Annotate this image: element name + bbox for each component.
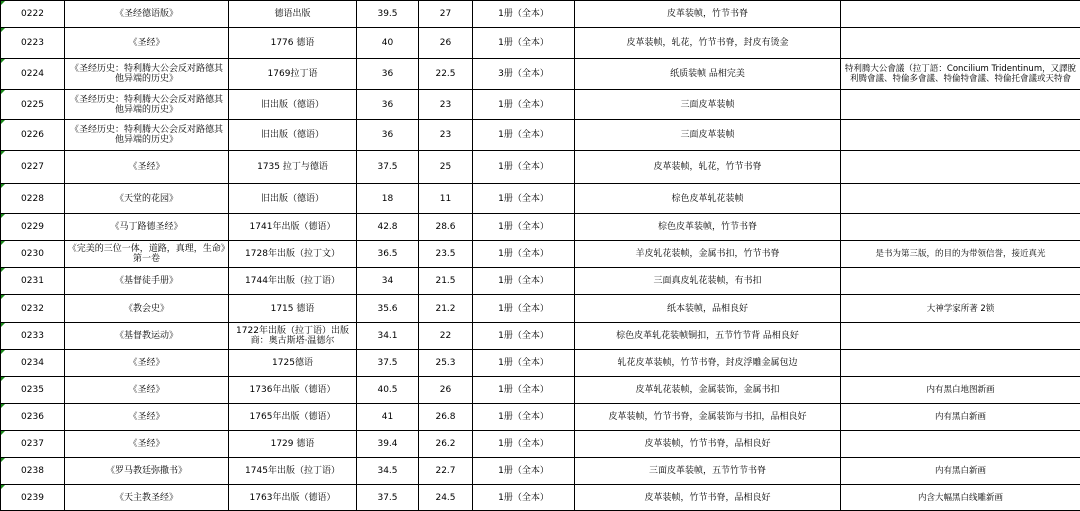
volume-count: 1册（全本） <box>473 90 575 120</box>
table-row <box>1 184 1080 214</box>
table-row <box>1 350 1080 377</box>
row-number: 0236 <box>1 404 65 431</box>
binding-description: 皮革轧花装帧，金属装饰，金属书扣 <box>575 377 841 404</box>
width-cm: 25 <box>419 151 473 184</box>
volume-count: 1册（全本） <box>473 1 575 28</box>
remarks <box>841 268 1080 295</box>
width-cm: 24.5 <box>419 485 473 511</box>
height-cm: 40.5 <box>357 377 419 404</box>
binding-description: 皮革装帧，轧花，竹节书脊，封皮有烫金 <box>575 28 841 59</box>
book-title: 《圣经历史：特利腾大公会反对路德其他异端的历史》 <box>65 90 229 120</box>
edition-info: 旧出版（德语） <box>229 184 357 214</box>
height-cm: 37.5 <box>357 151 419 184</box>
edition-info: 1725德语 <box>229 350 357 377</box>
binding-description: 轧花皮革装帧，竹节书脊，封皮浮雕金属包边 <box>575 350 841 377</box>
width-cm: 25.3 <box>419 350 473 377</box>
edition-info: 1769拉丁语 <box>229 59 357 90</box>
book-title: 《教会史》 <box>65 295 229 323</box>
volume-count: 1册（全本） <box>473 404 575 431</box>
edition-info: 1741年出版（德语） <box>229 214 357 241</box>
remarks <box>841 350 1080 377</box>
book-title: 《圣经历史：特利腾大公会反对路德其他异端的历史》 <box>65 120 229 151</box>
height-cm: 36 <box>357 90 419 120</box>
height-cm: 35.6 <box>357 295 419 323</box>
edition-info: 1776 德语 <box>229 28 357 59</box>
binding-description: 羊皮轧花装帧，金属书扣，竹节书脊 <box>575 241 841 268</box>
book-title: 《圣经历史：特利腾大公会反对路德其他异端的历史》 <box>65 59 229 90</box>
row-number: 0226 <box>1 120 65 151</box>
row-number: 0239 <box>1 485 65 511</box>
height-cm: 40 <box>357 28 419 59</box>
row-number: 0234 <box>1 350 65 377</box>
row-number: 0225 <box>1 90 65 120</box>
width-cm: 26.2 <box>419 431 473 458</box>
edition-info: 旧出版（德语） <box>229 120 357 151</box>
edition-info: 1722年出版（拉丁语）出版商：奥古斯塔·温德尔 <box>229 323 357 350</box>
remarks: 是书为第三版，的目的为带领信誉，接近真光 <box>841 241 1080 268</box>
book-title: 《马丁路德圣经》 <box>65 214 229 241</box>
width-cm: 11 <box>419 184 473 214</box>
binding-description: 纸质装帧 品相完美 <box>575 59 841 90</box>
edition-info: 1736年出版（德语） <box>229 377 357 404</box>
width-cm: 26 <box>419 28 473 59</box>
table-row <box>1 295 1080 323</box>
row-number: 0228 <box>1 184 65 214</box>
binding-description: 棕色皮革装帧，竹节书脊 <box>575 214 841 241</box>
width-cm: 23.5 <box>419 241 473 268</box>
volume-count: 1册（全本） <box>473 151 575 184</box>
table-row <box>1 404 1080 431</box>
row-number: 0235 <box>1 377 65 404</box>
book-title: 《基督徒手册》 <box>65 268 229 295</box>
height-cm: 34.1 <box>357 323 419 350</box>
binding-description: 三面皮革装帧 <box>575 90 841 120</box>
volume-count: 1册（全本） <box>473 120 575 151</box>
edition-info: 1765年出版（德语） <box>229 404 357 431</box>
table-row <box>1 59 1080 90</box>
width-cm: 21.5 <box>419 268 473 295</box>
volume-count: 1册（全本） <box>473 458 575 485</box>
table-row <box>1 28 1080 59</box>
remarks <box>841 1 1080 28</box>
remarks: 内有黑白新画 <box>841 404 1080 431</box>
row-number: 0227 <box>1 151 65 184</box>
table-row <box>1 1 1080 28</box>
row-number: 0237 <box>1 431 65 458</box>
volume-count: 1册（全本） <box>473 28 575 59</box>
remarks <box>841 431 1080 458</box>
volume-count: 1册（全本） <box>473 184 575 214</box>
book-title: 《圣经》 <box>65 404 229 431</box>
height-cm: 18 <box>357 184 419 214</box>
height-cm: 41 <box>357 404 419 431</box>
remarks: 特利腾大公會議（拉丁語：Concilium Tridentinum，又譯脫利腾會議、特倫多會議、特倫特會議、特倫托會議或天特會 <box>841 59 1080 90</box>
row-number: 0238 <box>1 458 65 485</box>
edition-info: 1729 德语 <box>229 431 357 458</box>
book-title: 《天主教圣经》 <box>65 485 229 511</box>
height-cm: 36 <box>357 59 419 90</box>
remarks: 内有黑白新画 <box>841 458 1080 485</box>
height-cm: 37.5 <box>357 485 419 511</box>
width-cm: 22.5 <box>419 59 473 90</box>
volume-count: 1册（全本） <box>473 485 575 511</box>
remarks <box>841 90 1080 120</box>
row-number: 0222 <box>1 1 65 28</box>
height-cm: 34.5 <box>357 458 419 485</box>
binding-description: 皮革装帧，竹节书脊，金属装饰与书扣，品相良好 <box>575 404 841 431</box>
row-number: 0224 <box>1 59 65 90</box>
binding-description: 纸本装帧，品相良好 <box>575 295 841 323</box>
edition-info: 1715 德语 <box>229 295 357 323</box>
height-cm: 39.5 <box>357 1 419 28</box>
book-title: 《圣经》 <box>65 28 229 59</box>
width-cm: 27 <box>419 1 473 28</box>
edition-info: 1763年出版（德语） <box>229 485 357 511</box>
table-row <box>1 268 1080 295</box>
volume-count: 1册（全本） <box>473 268 575 295</box>
edition-info: 德语出版 <box>229 1 357 28</box>
table-row <box>1 323 1080 350</box>
height-cm: 42.8 <box>357 214 419 241</box>
row-number: 0231 <box>1 268 65 295</box>
volume-count: 1册（全本） <box>473 214 575 241</box>
edition-info: 1728年出版（拉丁文） <box>229 241 357 268</box>
width-cm: 22.7 <box>419 458 473 485</box>
book-title: 《完美的三位一体，道路，真理，生命》第一卷 <box>65 241 229 268</box>
row-number: 0229 <box>1 214 65 241</box>
book-title: 《天堂的花园》 <box>65 184 229 214</box>
remarks: 大神学家所著 2锁 <box>841 295 1080 323</box>
table-row <box>1 214 1080 241</box>
volume-count: 1册（全本） <box>473 323 575 350</box>
edition-info: 1745年出版（拉丁语） <box>229 458 357 485</box>
remarks: 内有黑白地图新画 <box>841 377 1080 404</box>
row-number: 0230 <box>1 241 65 268</box>
volume-count: 1册（全本） <box>473 295 575 323</box>
binding-description: 棕色皮革轧花装帧铜扣，五节竹节背 品相良好 <box>575 323 841 350</box>
row-number: 0223 <box>1 28 65 59</box>
table-row <box>1 151 1080 184</box>
row-number: 0233 <box>1 323 65 350</box>
volume-count: 1册（全本） <box>473 431 575 458</box>
row-number: 0232 <box>1 295 65 323</box>
height-cm: 37.5 <box>357 350 419 377</box>
remarks <box>841 120 1080 151</box>
binding-description: 皮革装帧，竹节书脊，品相良好 <box>575 485 841 511</box>
remarks <box>841 323 1080 350</box>
edition-info: 旧出版（德语） <box>229 90 357 120</box>
binding-description: 棕色皮革轧花装帧 <box>575 184 841 214</box>
width-cm: 26 <box>419 377 473 404</box>
book-title: 《基督教运动》 <box>65 323 229 350</box>
width-cm: 22 <box>419 323 473 350</box>
table-row <box>1 120 1080 151</box>
height-cm: 36.5 <box>357 241 419 268</box>
width-cm: 28.6 <box>419 214 473 241</box>
edition-info: 1744年出版（拉丁语） <box>229 268 357 295</box>
book-title: 《圣经德语版》 <box>65 1 229 28</box>
edition-info: 1735 拉丁与德语 <box>229 151 357 184</box>
table-row <box>1 377 1080 404</box>
height-cm: 39.4 <box>357 431 419 458</box>
remarks <box>841 28 1080 59</box>
remarks <box>841 151 1080 184</box>
binding-description: 三面真皮轧花装帧，有书扣 <box>575 268 841 295</box>
height-cm: 34 <box>357 268 419 295</box>
height-cm: 36 <box>357 120 419 151</box>
book-title: 《圣经》 <box>65 151 229 184</box>
width-cm: 26.8 <box>419 404 473 431</box>
width-cm: 23 <box>419 120 473 151</box>
binding-description: 皮革装帧，竹节书脊，品相良好 <box>575 431 841 458</box>
binding-description: 三面皮革装帧，五节竹节书脊 <box>575 458 841 485</box>
book-title: 《圣经》 <box>65 431 229 458</box>
table-row <box>1 90 1080 120</box>
book-title: 《圣经》 <box>65 377 229 404</box>
width-cm: 23 <box>419 90 473 120</box>
table-row <box>1 431 1080 458</box>
width-cm: 21.2 <box>419 295 473 323</box>
binding-description: 皮革装帧，轧花，竹节书脊 <box>575 151 841 184</box>
volume-count: 3册（全本） <box>473 59 575 90</box>
table-row <box>1 241 1080 268</box>
catalog-rows <box>1 1 1080 511</box>
volume-count: 1册（全本） <box>473 377 575 404</box>
binding-description: 皮革装帧，竹节书脊 <box>575 1 841 28</box>
binding-description: 三面皮革装帧 <box>575 120 841 151</box>
volume-count: 1册（全本） <box>473 350 575 377</box>
book-title: 《罗马教廷弥撒书》 <box>65 458 229 485</box>
remarks: 内含大幅黑白线雕新画 <box>841 485 1080 511</box>
table-row <box>1 458 1080 485</box>
volume-count: 1册（全本） <box>473 241 575 268</box>
remarks <box>841 214 1080 241</box>
remarks <box>841 184 1080 214</box>
book-title: 《圣经》 <box>65 350 229 377</box>
